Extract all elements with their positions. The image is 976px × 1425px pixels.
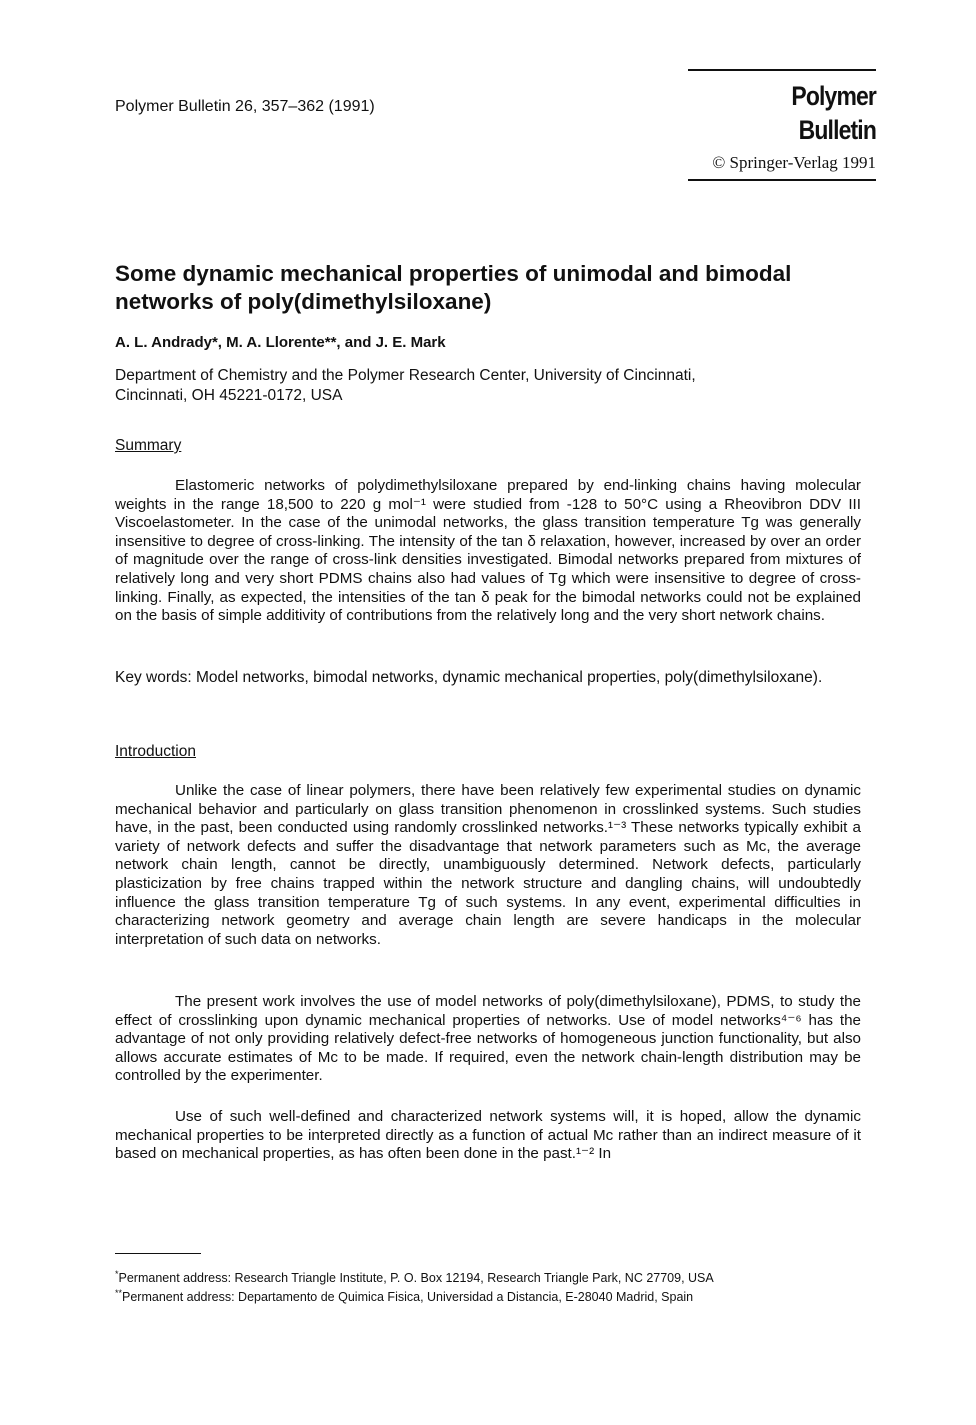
intro-paragraph-1: [115, 782, 861, 949]
intro-paragraph-text: Unlike the case of linear polymers, there have been relatively few experimental studies on dynamic mechanical behavior and particularly on glass transition phenomenon in crosslinked systems. Such studies have, in the past, been conducted using randomly crosslinked networks.¹⁻³ These networks typically exhibit a variety of network defects and suffer the disadvantage that network parameters such as Mᴄ, the average network chain length, cannot be directly, unambiguously determined. Network defects, particularly plasticization by free chains trapped within the network structure and dangling chains, will undoubtedly influence the glass transition temperature Tɡ of such systems. In any event, experimental difficulties in characterizing network geometry and average chain length are severe handicaps in the molecular interpretation of such data on networks.: [115, 782, 861, 948]
footnote-mark: *: [115, 1269, 119, 1279]
masthead-top-rule: [688, 69, 876, 71]
masthead-bottom-rule: [688, 179, 876, 181]
article-title: Some dynamic mechanical properties of unimodal and bimodal networks of poly(dimethylsiloxane): [115, 261, 792, 314]
summary-heading: Summary: [115, 437, 182, 454]
copyright-notice: © Springer-Verlag 1991: [712, 153, 876, 172]
journal-masthead: [688, 69, 876, 181]
footnote-rule: [115, 1253, 201, 1254]
footnote-text: Permanent address: Departamento de Quimica Fisica, Universidad a Distancia, E-28040 Madrid, Spain: [122, 1290, 694, 1305]
affiliation-line: Cincinnati, OH 45221-0172, USA: [115, 387, 343, 404]
keywords: Key words: Model networks, bimodal networks, dynamic mechanical properties, poly(dimethylsiloxane).: [115, 669, 823, 686]
summary-text: Elastomeric networks of polydimethylsiloxane prepared by end-linking chains having molecular weights in the range 18,500 to 220 g mol⁻¹ were studied from -128 to 50°C using a Rheovibron DDV III Viscoelastometer. In the case of the unimodal networks, the glass transition temperature Tɡ was generally insensitive to degree of cross-linking. The intensity of the tan δ relaxation, however, increased by over an order of magnitude over the range of cross-link densities investigated. Bimodal networks prepared from mixtures of relatively long and very short PDMS chains also had values of Tɡ which were insensitive to degree of cross-linking. Finally, as expected, the intensities of the tan δ peak for the bimodal networks could not be explained on the basis of simple additivity of contributions from the relatively long and the very short network chains.: [115, 477, 861, 625]
summary-paragraph: [115, 477, 861, 626]
affiliation-line: Department of Chemistry and the Polymer Research Center, University of Cincinnati,: [115, 367, 696, 384]
footnote-1: [115, 1269, 714, 1285]
footnote-2: [115, 1288, 693, 1304]
journal-name: Polymer Bulletin: [791, 81, 876, 145]
intro-paragraph-2: [115, 993, 861, 1086]
affiliation: [115, 366, 875, 406]
journal-citation: Polymer Bulletin 26, 357–362 (1991): [115, 98, 375, 115]
introduction-heading: Introduction: [115, 743, 196, 760]
author-list: A. L. Andrady*, M. A. Llorente**, and J. E. Mark: [115, 334, 446, 351]
footnote-text: Permanent address: Research Triangle Institute, P. O. Box 12194, Research Triangle Park, NC 27709, USA: [118, 1271, 714, 1286]
footnote-mark: **: [115, 1288, 123, 1298]
intro-paragraph-text: Use of such well-defined and characterized network systems will, it is hoped, allow the dynamic mechanical properties to be interpreted directly as a function of actual Mᴄ rather than an indirect measure of it based on mechanical properties, as has often been done in the past.¹⁻² In: [115, 1108, 861, 1163]
intro-paragraph-3: [115, 1108, 861, 1164]
intro-paragraph-text: The present work involves the use of model networks of poly(dimethylsiloxane), PDMS, to study the effect of crosslinking upon dynamic mechanical properties of networks. Use of model networks⁴⁻⁶ has the advantage of not only providing relatively defect-free networks of homogeneous junction functionality, but also allows accurate estimates of Mᴄ to be made. If required, even the network chain-length distribution may be controlled by the experimenter.: [115, 993, 861, 1085]
